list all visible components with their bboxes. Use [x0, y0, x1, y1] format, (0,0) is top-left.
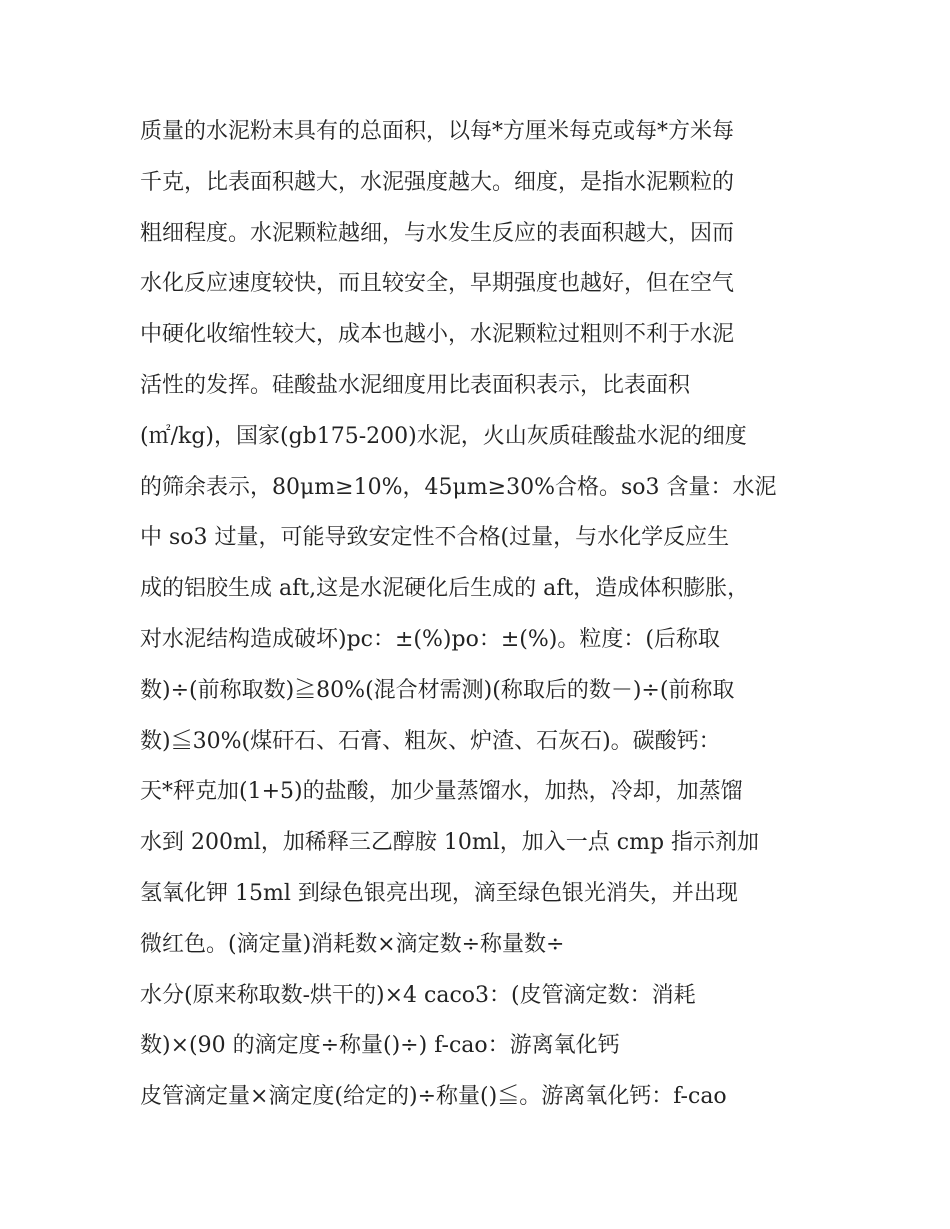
text-line: 微红色。(滴定量)消耗数×滴定数÷称量数÷	[140, 931, 565, 957]
text-line: 千克，比表面积越大，水泥强度越大。细度，是指水泥颗粒的	[140, 169, 735, 195]
text-line: 质量的水泥粉末具有的总面积，以每*方厘米每克或每*方米每	[140, 119, 735, 144]
text-line: 粗细程度。水泥颗粒越细，与水发生反应的表面积越大，因而	[140, 220, 735, 246]
text-line: 数)÷(前称取数)≧80%(混合材需测)(称取后的数－)÷(前称取	[140, 677, 735, 703]
text-line: 水化反应速度较快，而且较安全，早期强度也越好，但在空气	[140, 271, 735, 297]
text-line: 成的铝胶生成 aft,这是水泥硬化后生成的 aft，造成体积膨胀，	[140, 576, 750, 602]
text-line: 皮管滴定量×滴定度(给定的)÷称量()≦。游离氧化钙：f-cao	[140, 1084, 727, 1110]
text-line: 的筛余表示，80μm≥10%，45μm≥30%合格。so3 含量：水泥	[140, 474, 777, 500]
text-line: 数)≦30%(煤矸石、石膏、粗灰、炉渣、石灰石)。碳酸钙：	[140, 728, 721, 754]
text-line: 数)×(90 的滴定度÷称量()÷) f-cao：游离氧化钙	[140, 1033, 620, 1059]
text-line: 对水泥结构造成破坏)pc：±(%)po：±(%)。粒度：(后称取	[140, 626, 720, 652]
text-line: (㎡/kg)，国家(gb175-200)水泥，火山灰质硅酸盐水泥的细度	[140, 423, 747, 449]
text-line: 氢氧化钾 15ml 到绿色银亮出现，滴至绿色银光消失，并出现	[140, 880, 738, 906]
body-text	[140, 107, 840, 1123]
text-line: 中 so3 过量，可能导致安定性不合格(过量，与水化学反应生	[140, 525, 730, 551]
text-line: 水分(原来称取数-烘干的)×4 caco3：(皮管滴定数：消耗	[140, 982, 696, 1008]
text-line: 水到 200ml，加稀释三乙醇胺 10ml，加入一点 cmp 指示剂加	[140, 830, 760, 856]
text-line: 活性的发挥。硅酸盐水泥细度用比表面积表示，比表面积	[140, 372, 691, 398]
text-line: 中硬化收缩性较大，成本也越小，水泥颗粒过粗则不利于水泥	[140, 322, 735, 348]
text-line: 天*秤克加(1+5)的盐酸，加少量蒸馏水，加热，冷却，加蒸馏	[140, 779, 743, 805]
